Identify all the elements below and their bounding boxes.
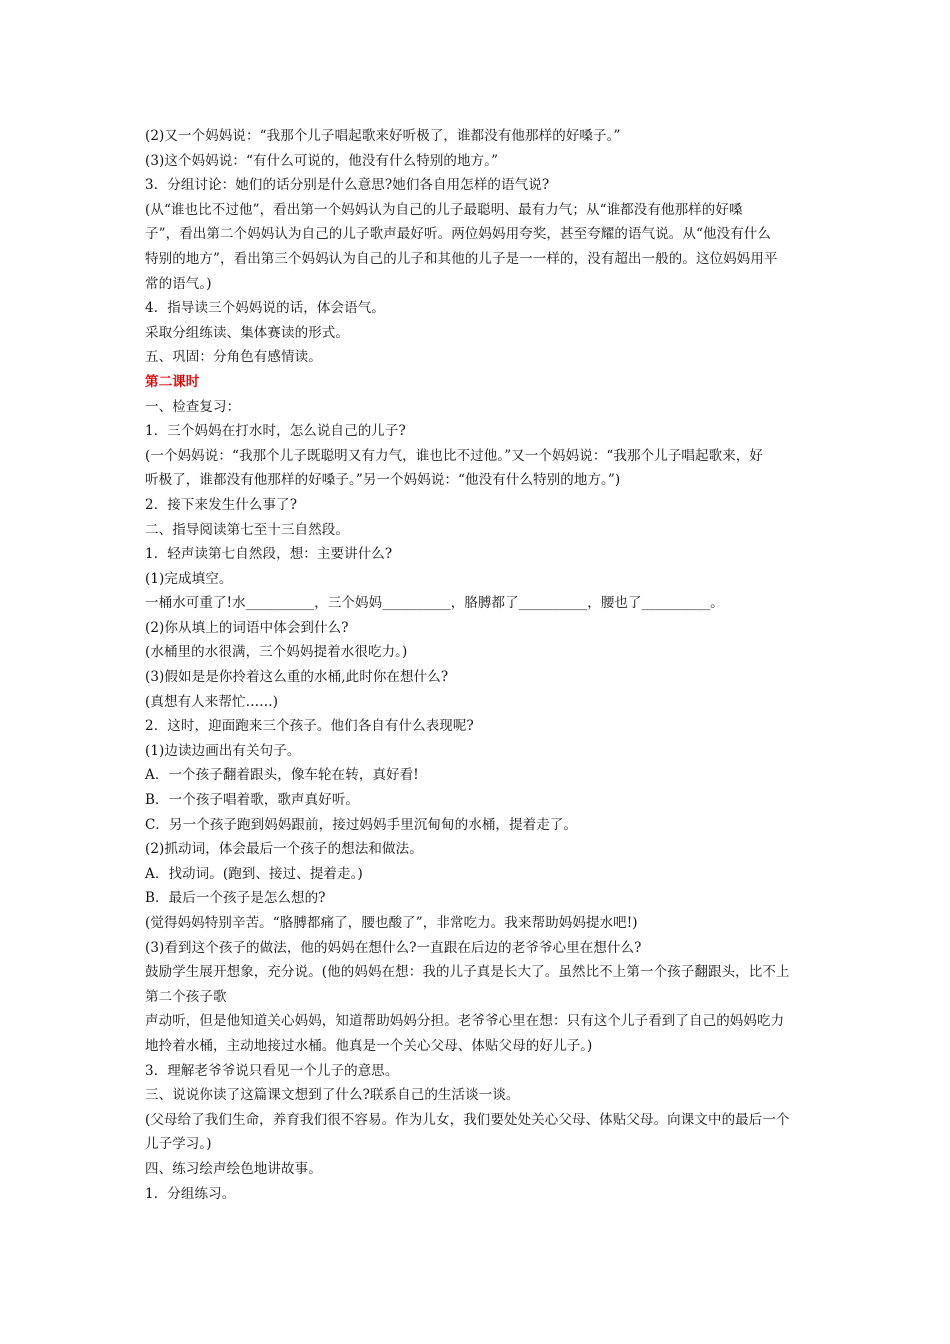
text-line: 4．指导读三个妈妈说的话，体会语气。 [145,300,385,317]
text-line: 三、说说你读了这篇课文想到了什么?联系自己的生活谈一谈。 [145,1087,520,1104]
text-line: 一、检查复习： [145,398,241,415]
text-line: 五、巩固：分角色有感情读。 [145,349,322,366]
document-body [145,124,813,1206]
text-line: (从“谁也比不过他”，看出第一个妈妈认为自己的儿子最聪明、最有力气；从“谁都没有他那样的好嗓 [145,201,743,218]
text-line: (真想有人来帮忙……) [145,693,279,710]
text-line: 1．分组练习。 [145,1185,236,1202]
text-line: 特别的地方”，看出第三个妈妈认为自己的儿子和其他的儿子是一一样的，没有超出一般的。这位妈妈用平 [145,250,778,267]
text-line: (水桶里的水很满，三个妈妈提着水很吃力。) [145,644,408,661]
text-line: 3．理解老爷爷说只看见一个儿子的意思。 [145,1062,399,1079]
text-line: A．找动词。(跑到、接过、提着走。) [145,865,363,882]
text-line: 听极了，谁都没有他那样的好嗓子。”另一个妈妈说：“他没有什么特别的地方。”) [145,472,621,489]
fill-in-blank-line: 一桶水可重了!水__________，三个妈妈__________，胳膊都了__________，腰也了__________。 [145,595,724,612]
text-line: 地拎着水桶，主动地接过水桶。他真是一个关心父母、体贴父母的好儿子。) [145,1037,593,1054]
text-line: C．另一个孩子跑到妈妈跟前，接过妈妈手里沉甸甸的水桶，提着走了。 [145,816,578,833]
text-line: (觉得妈妈特别辛苦。“胳膊都痛了，腰也酸了”，非常吃力。我来帮助妈妈提水吧!) [145,915,638,931]
text-line: 常的语气。) [145,275,212,292]
text-line: 二、指导阅读第七至十三自然段。 [145,521,349,538]
text-line: (1)完成填空。 [145,570,233,587]
text-line: 1．三个妈妈在打水时，怎么说自己的儿子? [145,423,406,440]
text-line: 1．轻声读第七自然段，想：主要讲什么? [145,546,393,563]
text-line: 2．接下来发生什么事了? [145,496,298,513]
text-line: (2)你从填上的词语中体会到什么? [145,619,349,636]
text-line: 采取分组练读、集体赛读的形式。 [145,324,349,341]
text-line: 四、练习绘声绘色地讲故事。 [145,1160,322,1177]
text-line: (3)看到这个孩子的做法，他的妈妈在想什么?一直跟在后边的老爷爷心里在想什么? [145,939,642,956]
text-line: (2)又一个妈妈说：“我那个儿子唱起歌来好听极了，谁都没有他那样的好嗓子。” [145,128,621,144]
text-line: 鼓励学生展开想象，充分说。(他的妈妈在想：我的儿子真是长大了。虽然比不上第一个孩子翻跟头，比不上 [145,964,790,981]
text-line: 第二个孩子歌 [145,988,227,1005]
text-line: B．一个孩子唱着歌，歌声真好听。 [145,792,360,809]
text-line: 儿子学习。) [145,1136,212,1153]
text-line: (父母给了我们生命，养育我们很不容易。作为儿女，我们要处处关心父母、体贴父母。向课文中的最后一个 [145,1111,790,1128]
text-line: (1)边读边画出有关句子。 [145,742,301,759]
text-line: 子”，看出第二个妈妈认为自己的儿子歌声最好听。两位妈妈用夸奖，甚至夸耀的语气说。从“他没有什么 [145,226,772,243]
section-heading: 第二课时 [145,373,200,390]
text-line: (3)假如是是你拎着这么重的水桶,此时你在想什么? [145,669,449,686]
text-line: 3．分组讨论：她们的话分别是什么意思?她们各自用怎样的语气说? [145,177,550,194]
text-line: A．一个孩子翻着跟头，像车轮在转，真好看! [145,767,419,784]
text-line: (3)这个妈妈说：“有什么可说的，他没有什么特别的地方。” [145,152,499,169]
text-line: B．最后一个孩子是怎么想的? [145,890,326,907]
text-line: 声动听，但是他知道关心妈妈，知道帮助妈妈分担。老爷爷心里在想：只有这个儿子看到了自己的妈妈吃力 [145,1013,785,1030]
text-line: (一个妈妈说：“我那个儿子既聪明又有力气，谁也比不过他。”又一个妈妈说：“我那个儿子唱起歌来，好 [145,447,764,464]
text-line: 2．这时，迎面跑来三个孩子。他们各自有什么表现呢? [145,718,474,735]
text-line: (2)抓动词，体会最后一个孩子的想法和做法。 [145,841,423,858]
